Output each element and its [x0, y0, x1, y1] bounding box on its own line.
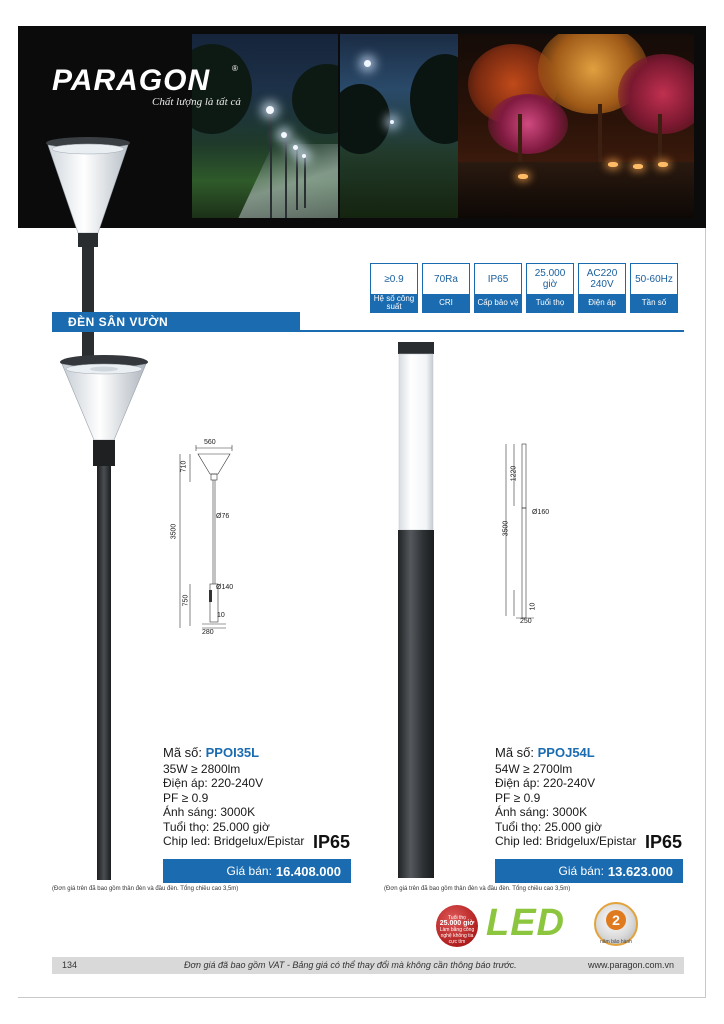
- product-code: PPOJ54L: [537, 745, 595, 760]
- dim-head-height: 1220: [510, 465, 518, 482]
- dim-base-plate: 10: [529, 602, 537, 611]
- dim-pole-diameter: Ø160: [532, 509, 550, 516]
- dim-total-height: 3500: [170, 523, 178, 540]
- ip-rating: IP65: [313, 832, 351, 852]
- spec-line: Ánh sáng: 3000K: [495, 805, 588, 819]
- badge-line: Làm bằng công nghệ không tia cực tím: [439, 927, 475, 945]
- spec-value: 25.000 giờ: [534, 268, 566, 290]
- spec-label: Tần số: [631, 294, 677, 312]
- spec-line: Điện áp: 220-240V: [163, 776, 264, 790]
- colored-trees-photo: [458, 34, 694, 218]
- spec-cri: [422, 263, 470, 313]
- price-label: Giá bán:: [558, 864, 604, 878]
- dim-top-width: 560: [204, 439, 216, 446]
- spec-protection: [474, 263, 522, 313]
- spec-label: CRI: [423, 294, 469, 312]
- spec-line: Ánh sáng: 3000K: [163, 805, 256, 819]
- warranty-years-text: năm bảo hành: [600, 939, 632, 945]
- spec-line: PF ≥ 0.9: [163, 790, 209, 805]
- spec-value: 70Ra: [434, 273, 458, 285]
- price-note: (Đơn giá trên đã bao gồm thân đèn và đầu đèn. Tổng chiều cao 3,5m): [384, 886, 571, 892]
- spec-frequency: [630, 263, 678, 313]
- spec-line: 54W ≥ 2700lm: [495, 761, 573, 776]
- product-code: PPOI35L: [205, 745, 260, 760]
- spec-line: Chip led: Bridgelux/Epistar: [163, 834, 305, 848]
- footer-disclaimer: Đơn giá đã bao gồm VAT - Bảng giá có thể thay đổi mà không cần thông báo trước.: [184, 960, 517, 970]
- spec-lifetime: [526, 263, 574, 313]
- warranty-years-number: 2: [606, 910, 626, 930]
- ip-rating: IP65: [645, 832, 683, 852]
- dim-base-plate: 10: [217, 612, 225, 619]
- banner-lamp-image: [42, 135, 134, 385]
- spec-line: 35W ≥ 2800lm: [163, 761, 241, 776]
- price-note: (Đơn giá trên đã bao gồm thân đèn và đầu đèn. Tổng chiều cao 3,5m): [52, 886, 239, 892]
- paragon-logo: PARAGON: [52, 64, 211, 97]
- spec-value: ≥0.9: [384, 273, 404, 285]
- badge-line: Tuổi thọ: [448, 915, 466, 921]
- warranty-years-badge: [594, 902, 638, 946]
- dim-total-height: 3500: [502, 520, 510, 537]
- brand-tagline: Chất lượng là tất cả: [152, 96, 241, 108]
- section-title: ĐÈN SÂN VƯỜN: [68, 315, 169, 329]
- code-prefix: Mã số:: [163, 745, 203, 760]
- spec-value: 50-60Hz: [635, 273, 673, 285]
- lifetime-badge: [436, 905, 478, 947]
- price-label: Giá bán:: [226, 864, 272, 878]
- dim-base-width: 280: [202, 629, 214, 636]
- dim-base-diameter: Ø140: [216, 584, 234, 591]
- spec-line: Chip led: Bridgelux/Epistar: [495, 834, 637, 848]
- page-number: 134: [62, 960, 78, 970]
- footer-bar: [52, 957, 684, 974]
- dim-head-height: 710: [180, 460, 188, 473]
- code-prefix: Mã số:: [495, 745, 535, 760]
- product-code-row: [163, 746, 363, 761]
- price-value: 16.408.000: [275, 863, 341, 879]
- product-ppoi35l-image: [56, 352, 152, 882]
- price-value: 13.623.000: [607, 863, 673, 879]
- park-lamp-photo: [340, 34, 458, 218]
- registered-mark: ®: [232, 64, 238, 73]
- night-pathway-photo: [192, 34, 338, 218]
- spec-line: PF ≥ 0.9: [495, 790, 541, 805]
- spec-label: Điện áp: [579, 294, 625, 312]
- price-bar: [495, 859, 683, 883]
- spec-line: Tuổi thọ: 25.000 giờ: [163, 819, 270, 834]
- dim-pole-diameter: Ø76: [216, 513, 230, 520]
- led-logo: LED: [486, 902, 565, 944]
- spec-voltage: [578, 263, 626, 313]
- section-header: [52, 312, 300, 332]
- price-bar: [163, 859, 351, 883]
- spec-line: Tuổi thọ: 25.000 giờ: [495, 819, 602, 834]
- badge-hours: 25.000 giờ: [439, 920, 475, 927]
- spec-value: IP65: [487, 273, 509, 285]
- spec-label: Tuổi thọ: [527, 294, 573, 312]
- dim-base-width: 250: [520, 618, 532, 625]
- product-ppoj54l-image: [396, 340, 436, 880]
- spec-label: Hệ số công suất: [371, 294, 417, 312]
- website-link[interactable]: www.paragon.com.vn: [587, 960, 674, 970]
- spec-power-factor: [370, 263, 418, 313]
- spec-line: Điện áp: 220-240V: [495, 776, 596, 790]
- spec-label: Cấp bảo vệ: [475, 294, 521, 312]
- product-code-row: [495, 746, 695, 761]
- spec-value: AC220 240V: [586, 268, 618, 290]
- dim-base-height: 750: [182, 594, 190, 607]
- product-ppoi35l-dimension-drawing: [166, 438, 240, 642]
